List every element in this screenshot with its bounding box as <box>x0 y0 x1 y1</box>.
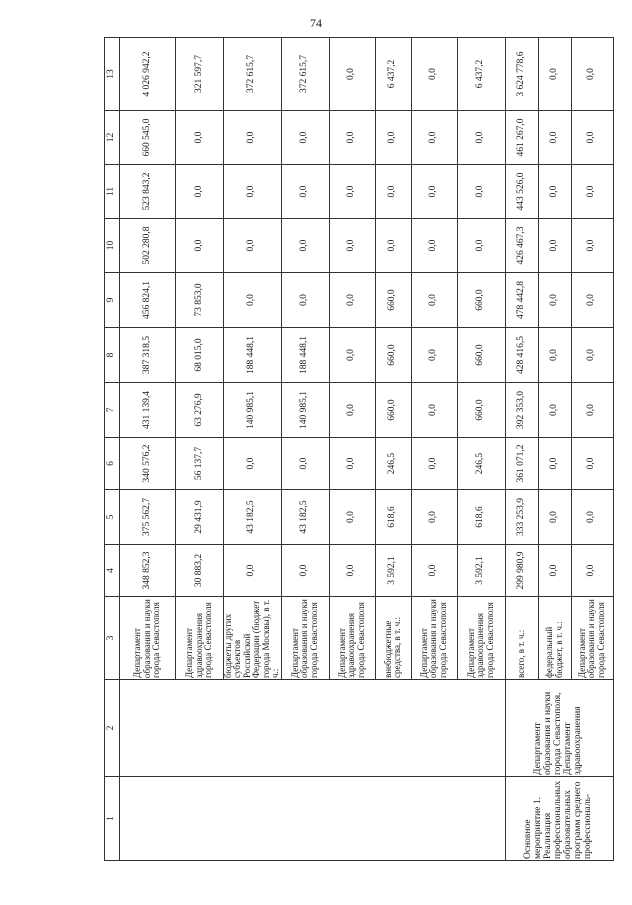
value-cell: 0,0 <box>571 111 613 165</box>
value-cell: 0,0 <box>176 111 224 165</box>
page-number: 74 <box>310 16 322 30</box>
value-cell: 0,0 <box>538 438 571 490</box>
value-cell: 0,0 <box>375 111 411 165</box>
empty-cell <box>375 777 411 861</box>
table-row <box>120 38 176 861</box>
value-cell: 0,0 <box>281 219 329 273</box>
empty-cell <box>281 680 329 777</box>
funding-source-label: Департамент образования и науки города Севастополя <box>411 597 457 680</box>
value-cell: 0,0 <box>538 111 571 165</box>
empty-cell <box>329 680 375 777</box>
value-cell: 0,0 <box>329 219 375 273</box>
value-cell: 246,5 <box>375 438 411 490</box>
empty-cell <box>176 777 224 861</box>
funding-source-label: Департамент здравоохранения города Севастополя <box>457 597 505 680</box>
funding-source-label: внебюджетные средства, в т. ч.: <box>375 597 411 680</box>
header-cell-13: 13 <box>105 38 120 111</box>
header-cell-2: 2 <box>105 680 120 777</box>
value-cell: 0,0 <box>176 165 224 219</box>
value-cell: 3 592,1 <box>375 545 411 597</box>
value-cell: 0,0 <box>457 219 505 273</box>
value-cell: 0,0 <box>224 165 282 219</box>
value-cell: 0,0 <box>538 273 571 328</box>
empty-cell <box>329 777 375 861</box>
funding-source-label: Департамент образования и науки города Севастополя <box>281 597 329 680</box>
empty-cell <box>224 680 282 777</box>
value-cell: 0,0 <box>411 273 457 328</box>
table-row <box>224 38 282 861</box>
value-cell: 660,0 <box>457 383 505 438</box>
value-cell: 618,6 <box>457 490 505 545</box>
table-row <box>281 38 329 861</box>
value-cell: 0,0 <box>329 111 375 165</box>
value-cell: 68 015,0 <box>176 328 224 383</box>
value-cell: 0,0 <box>375 165 411 219</box>
value-cell: 375 562,7 <box>120 490 176 545</box>
value-cell: 660,0 <box>375 383 411 438</box>
value-cell: 0,0 <box>329 438 375 490</box>
value-cell: 3 624 778,6 <box>505 38 538 111</box>
value-cell: 0,0 <box>571 219 613 273</box>
value-cell: 0,0 <box>538 38 571 111</box>
value-cell: 0,0 <box>571 438 613 490</box>
value-cell: 6 437,2 <box>457 38 505 111</box>
value-cell: 63 276,9 <box>176 383 224 438</box>
funding-source-label: всего, в т. ч.: <box>505 597 538 680</box>
empty-cell <box>281 777 329 861</box>
value-cell: 188 448,1 <box>281 328 329 383</box>
empty-cell <box>120 680 176 777</box>
value-cell: 0,0 <box>411 438 457 490</box>
funding-source-label: бюджеты других субъектов Российской Федерации (бюджет города Москвы), в т. ч.: <box>224 597 282 680</box>
value-cell: 0,0 <box>538 490 571 545</box>
value-cell: 0,0 <box>329 165 375 219</box>
value-cell: 0,0 <box>571 328 613 383</box>
value-cell: 0,0 <box>329 328 375 383</box>
value-cell: 0,0 <box>411 383 457 438</box>
value-cell: 372 615,7 <box>224 38 282 111</box>
value-cell: 140 985,1 <box>281 383 329 438</box>
header-cell-1: 1 <box>105 777 120 861</box>
empty-cell <box>176 680 224 777</box>
value-cell: 0,0 <box>411 111 457 165</box>
value-cell: 0,0 <box>411 545 457 597</box>
header-cell-8: 8 <box>105 328 120 383</box>
value-cell: 0,0 <box>224 438 282 490</box>
table-row <box>329 38 375 861</box>
empty-cell <box>120 777 176 861</box>
value-cell: 0,0 <box>571 490 613 545</box>
value-cell: 0,0 <box>571 383 613 438</box>
header-cell-9: 9 <box>105 273 120 328</box>
value-cell: 0,0 <box>411 219 457 273</box>
value-cell: 456 824,1 <box>120 273 176 328</box>
value-cell: 43 182,5 <box>224 490 282 545</box>
value-cell: 0,0 <box>538 165 571 219</box>
header-cell-6: 6 <box>105 438 120 490</box>
funding-source-label: Департамент здравоохранения города Севастополя <box>176 597 224 680</box>
value-cell: 461 267,0 <box>505 111 538 165</box>
value-cell: 6 437,2 <box>375 38 411 111</box>
header-cell-3: 3 <box>105 597 120 680</box>
value-cell: 0,0 <box>329 38 375 111</box>
value-cell: 0,0 <box>571 165 613 219</box>
value-cell: 0,0 <box>329 490 375 545</box>
empty-cell <box>375 680 411 777</box>
value-cell: 361 071,2 <box>505 438 538 490</box>
value-cell: 0,0 <box>571 273 613 328</box>
measure-name-cell: Основное мероприятие 1. Реализация профессиональных образовательных программ среднего профессиональ- <box>505 777 613 861</box>
empty-cell <box>457 680 505 777</box>
value-cell: 0,0 <box>281 545 329 597</box>
value-cell: 140 985,1 <box>224 383 282 438</box>
value-cell: 443 526,0 <box>505 165 538 219</box>
value-cell: 392 353,0 <box>505 383 538 438</box>
value-cell: 0,0 <box>411 38 457 111</box>
funding-source-label: Департамент образования и науки города Севастополя <box>571 597 613 680</box>
value-cell: 3 592,1 <box>457 545 505 597</box>
value-cell: 0,0 <box>329 383 375 438</box>
budget-table <box>104 37 614 861</box>
value-cell: 660 545,0 <box>120 111 176 165</box>
value-cell: 426 467,3 <box>505 219 538 273</box>
value-cell: 618,6 <box>375 490 411 545</box>
value-cell: 29 431,9 <box>176 490 224 545</box>
table-row <box>457 38 505 861</box>
value-cell: 372 615,7 <box>281 38 329 111</box>
value-cell: 431 139,4 <box>120 383 176 438</box>
value-cell: 0,0 <box>375 219 411 273</box>
rotated-table-frame <box>104 38 606 861</box>
funding-source-label: федеральный бюджет, в т. ч.: <box>538 597 571 680</box>
rotated-table <box>104 38 606 861</box>
value-cell: 478 442,8 <box>505 273 538 328</box>
value-cell: 0,0 <box>281 438 329 490</box>
empty-cell <box>411 777 457 861</box>
value-cell: 0,0 <box>411 328 457 383</box>
header-row <box>105 38 120 861</box>
header-cell-7: 7 <box>105 383 120 438</box>
table-row <box>505 38 538 861</box>
value-cell: 0,0 <box>538 219 571 273</box>
value-cell: 0,0 <box>457 111 505 165</box>
value-cell: 56 137,7 <box>176 438 224 490</box>
value-cell: 321 597,7 <box>176 38 224 111</box>
table-row <box>176 38 224 861</box>
value-cell: 0,0 <box>538 383 571 438</box>
header-cell-5: 5 <box>105 490 120 545</box>
value-cell: 188 448,1 <box>224 328 282 383</box>
value-cell: 0,0 <box>224 111 282 165</box>
value-cell: 340 576,2 <box>120 438 176 490</box>
value-cell: 0,0 <box>571 38 613 111</box>
value-cell: 502 280,8 <box>120 219 176 273</box>
value-cell: 0,0 <box>224 219 282 273</box>
value-cell: 299 980,9 <box>505 545 538 597</box>
value-cell: 428 416,5 <box>505 328 538 383</box>
value-cell: 0,0 <box>224 273 282 328</box>
value-cell: 30 883,2 <box>176 545 224 597</box>
value-cell: 43 182,5 <box>281 490 329 545</box>
value-cell: 0,0 <box>411 165 457 219</box>
empty-cell <box>457 777 505 861</box>
value-cell: 660,0 <box>375 273 411 328</box>
value-cell: 0,0 <box>411 490 457 545</box>
table-row <box>411 38 457 861</box>
value-cell: 0,0 <box>538 545 571 597</box>
value-cell: 0,0 <box>281 273 329 328</box>
header-cell-12: 12 <box>105 111 120 165</box>
value-cell: 0,0 <box>538 328 571 383</box>
value-cell: 387 318,5 <box>120 328 176 383</box>
value-cell: 0,0 <box>457 165 505 219</box>
empty-cell <box>411 680 457 777</box>
header-cell-11: 11 <box>105 165 120 219</box>
value-cell: 0,0 <box>571 545 613 597</box>
executor-cell: Департамент образования и науки города Севастополя, Департамент здравоохранения <box>505 680 613 777</box>
value-cell: 660,0 <box>457 328 505 383</box>
value-cell: 660,0 <box>457 273 505 328</box>
funding-source-label: Департамент здравоохранения города Севастополя <box>329 597 375 680</box>
value-cell: 660,0 <box>375 328 411 383</box>
funding-source-label: Департамент образования и науки города Севастополя <box>120 597 176 680</box>
value-cell: 0,0 <box>281 165 329 219</box>
value-cell: 246,5 <box>457 438 505 490</box>
table-row <box>375 38 411 861</box>
value-cell: 348 852,3 <box>120 545 176 597</box>
value-cell: 0,0 <box>281 111 329 165</box>
value-cell: 333 253,9 <box>505 490 538 545</box>
empty-cell <box>224 777 282 861</box>
value-cell: 0,0 <box>176 219 224 273</box>
value-cell: 523 843,2 <box>120 165 176 219</box>
value-cell: 0,0 <box>224 545 282 597</box>
value-cell: 0,0 <box>329 545 375 597</box>
header-cell-4: 4 <box>105 545 120 597</box>
value-cell: 73 853,0 <box>176 273 224 328</box>
value-cell: 4 026 942,2 <box>120 38 176 111</box>
value-cell: 0,0 <box>329 273 375 328</box>
header-cell-10: 10 <box>105 219 120 273</box>
